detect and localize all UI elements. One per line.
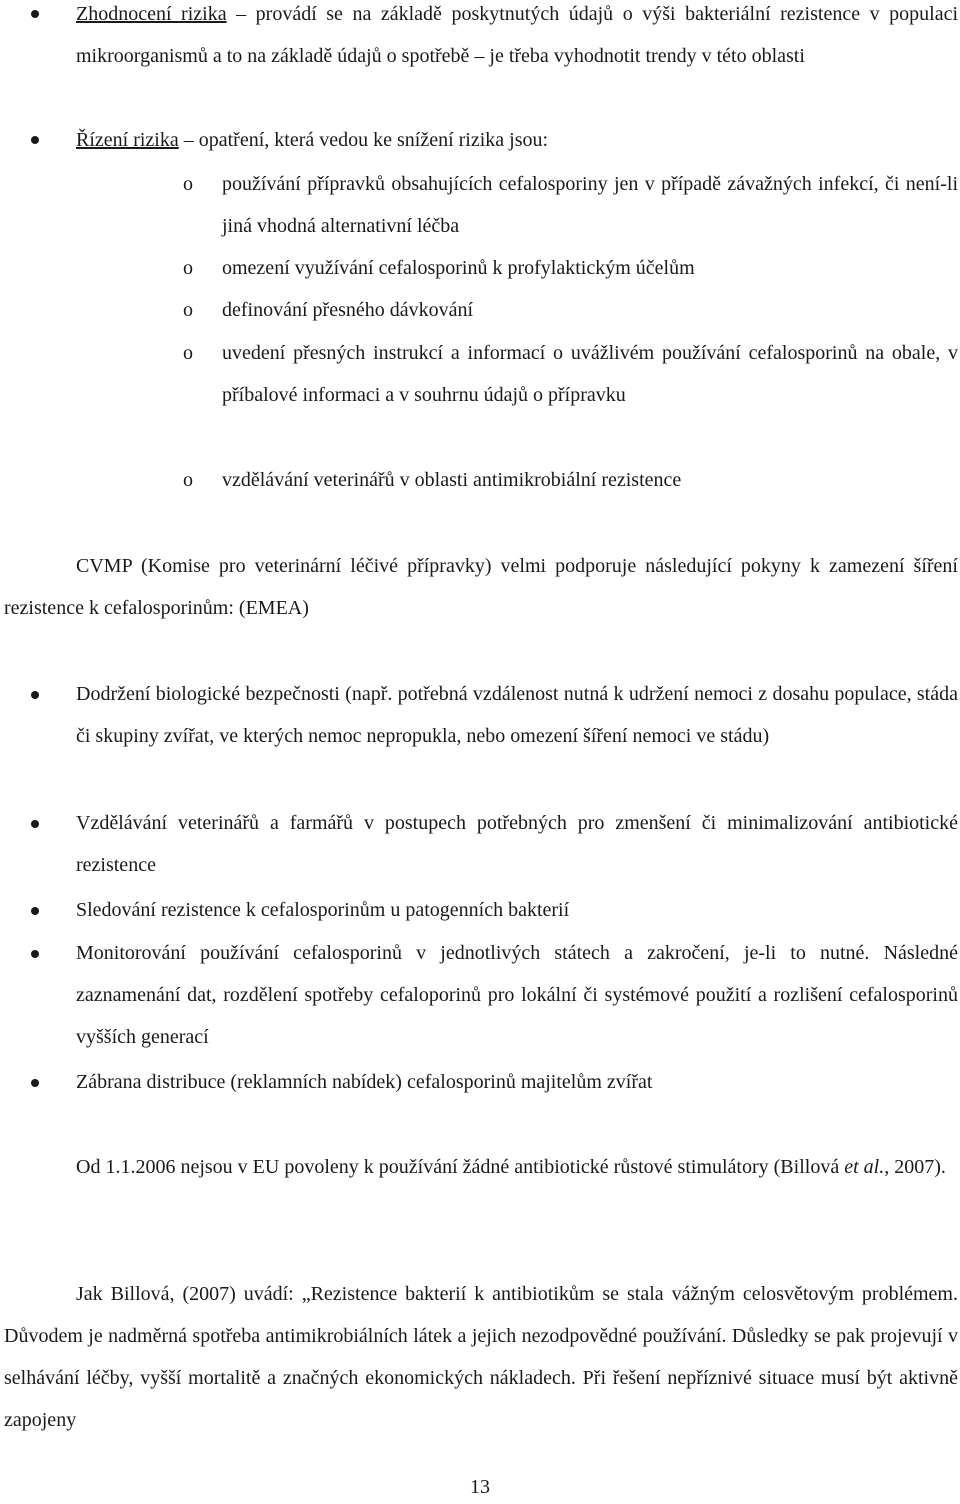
stimulators-paragraph: Od 1.1.2006 nejsou v EU povoleny k používání žádné antibiotické růstové stimulátory (Billová et al., 2007).: [76, 1156, 946, 1178]
sub-list-item: vzdělávání veterinářů v oblasti antimikrobiální rezistence: [222, 469, 682, 491]
bullet-icon: [31, 907, 39, 915]
bullet-icon: [31, 950, 39, 958]
sub-list-item: definování přesného dávkování: [222, 299, 474, 321]
sub-list-item: omezení využívání cefalosporinů k profylaktickým účelům: [222, 257, 695, 279]
cvmp-list-item: Monitorování používání cefalosporinů v jednotlivých státech a zakročení, je-li to nutné. Následné zaznamenání dat, rozdělení spotřeby cefaloporinů pro lokální či systémové použití a rozlišení cefalosporinů vyšších generací: [76, 942, 958, 1048]
page-number: 13: [470, 1476, 490, 1498]
sub-bullet-marker: o: [183, 342, 193, 364]
cvmp-list-item: Sledování rezistence k cefalosporinům u patogenních bakterií: [76, 899, 570, 921]
sub-bullet-marker: o: [183, 257, 193, 279]
risk-assessment-text: provádí se na základě poskytnutých údajů o výši bakteriální rezistence v populaci mikroorganismů a to na základě údajů o spotřebě – je třeba vyhodnotit trendy v této oblasti: [76, 3, 959, 67]
cvmp-list-item: Dodržení biologické bezpečnosti (např. potřebná vzdálenost nutná k udržení nemoci z dosahu populace, stáda či skupiny zvířat, ve kterých nemoc nepropukla, nebo omezení šíření nemoci ve stádu): [76, 683, 958, 747]
bullet-item-risk-assessment: Zhodnocení rizika – provádí se na základě poskytnutých údajů o výši bakteriální rezistence v populaci mikroorganismů a to na základě údajů o spotřebě – je třeba vyhodnotit trendy v této oblasti: [76, 3, 959, 67]
sub-list-item: používání přípravků obsahujících cefalosporiny jen v případě závažných infekcí, či není-li jiná vhodná alternativní léčba: [222, 173, 958, 237]
bullet-icon: [31, 691, 39, 699]
bullet-icon: [31, 1079, 39, 1087]
bullet-icon: [31, 10, 39, 18]
term-risk-assessment: Zhodnocení rizika: [76, 3, 227, 25]
term-risk-management: Řízení rizika: [76, 129, 179, 151]
cvmp-paragraph: CVMP (Komise pro veterinární léčivé přípravky) velmi podporuje následující pokyny k zamezení šíření rezistence k cefalosporinům: (EMEA): [4, 555, 958, 619]
billova-paragraph: Jak Billová, (2007) uvádí: „Rezistence bakterií k antibiotikům se stala vážným celosvětovým problémem. Důvodem je nadměrná spotřeba antimikrobiálních látek a jejich nezodpovědné používání. Důsledky se pak projevují v selhávání léčby, vyšší mortalitě a značných ekonomických nákladech. Při řešení nepříznivé situace musí být aktivně zapojeny: [4, 1283, 958, 1431]
cvmp-list-item: Vzdělávání veterinářů a farmářů v postupech potřebných pro zmenšení či minimalizování antibiotické rezistence: [76, 812, 958, 876]
bullet-item-risk-management: Řízení rizika – opatření, která vedou ke snížení rizika jsou:: [76, 129, 549, 151]
risk-management-text: opatření, která vedou ke snížení rizika jsou:: [198, 129, 549, 151]
sub-bullet-marker: o: [183, 299, 193, 321]
bullet-icon: [31, 136, 39, 144]
bullet-icon: [31, 820, 39, 828]
sub-bullet-marker: o: [183, 173, 193, 195]
cvmp-list-item: Zábrana distribuce (reklamních nabídek) cefalosporinů majitelům zvířat: [76, 1071, 653, 1093]
sub-list-item: uvedení přesných instrukcí a informací o uvážlivém používání cefalosporinů na obale, v příbalové informaci a v souhrnu údajů o přípravku: [222, 342, 958, 406]
sub-bullet-marker: o: [183, 469, 193, 491]
